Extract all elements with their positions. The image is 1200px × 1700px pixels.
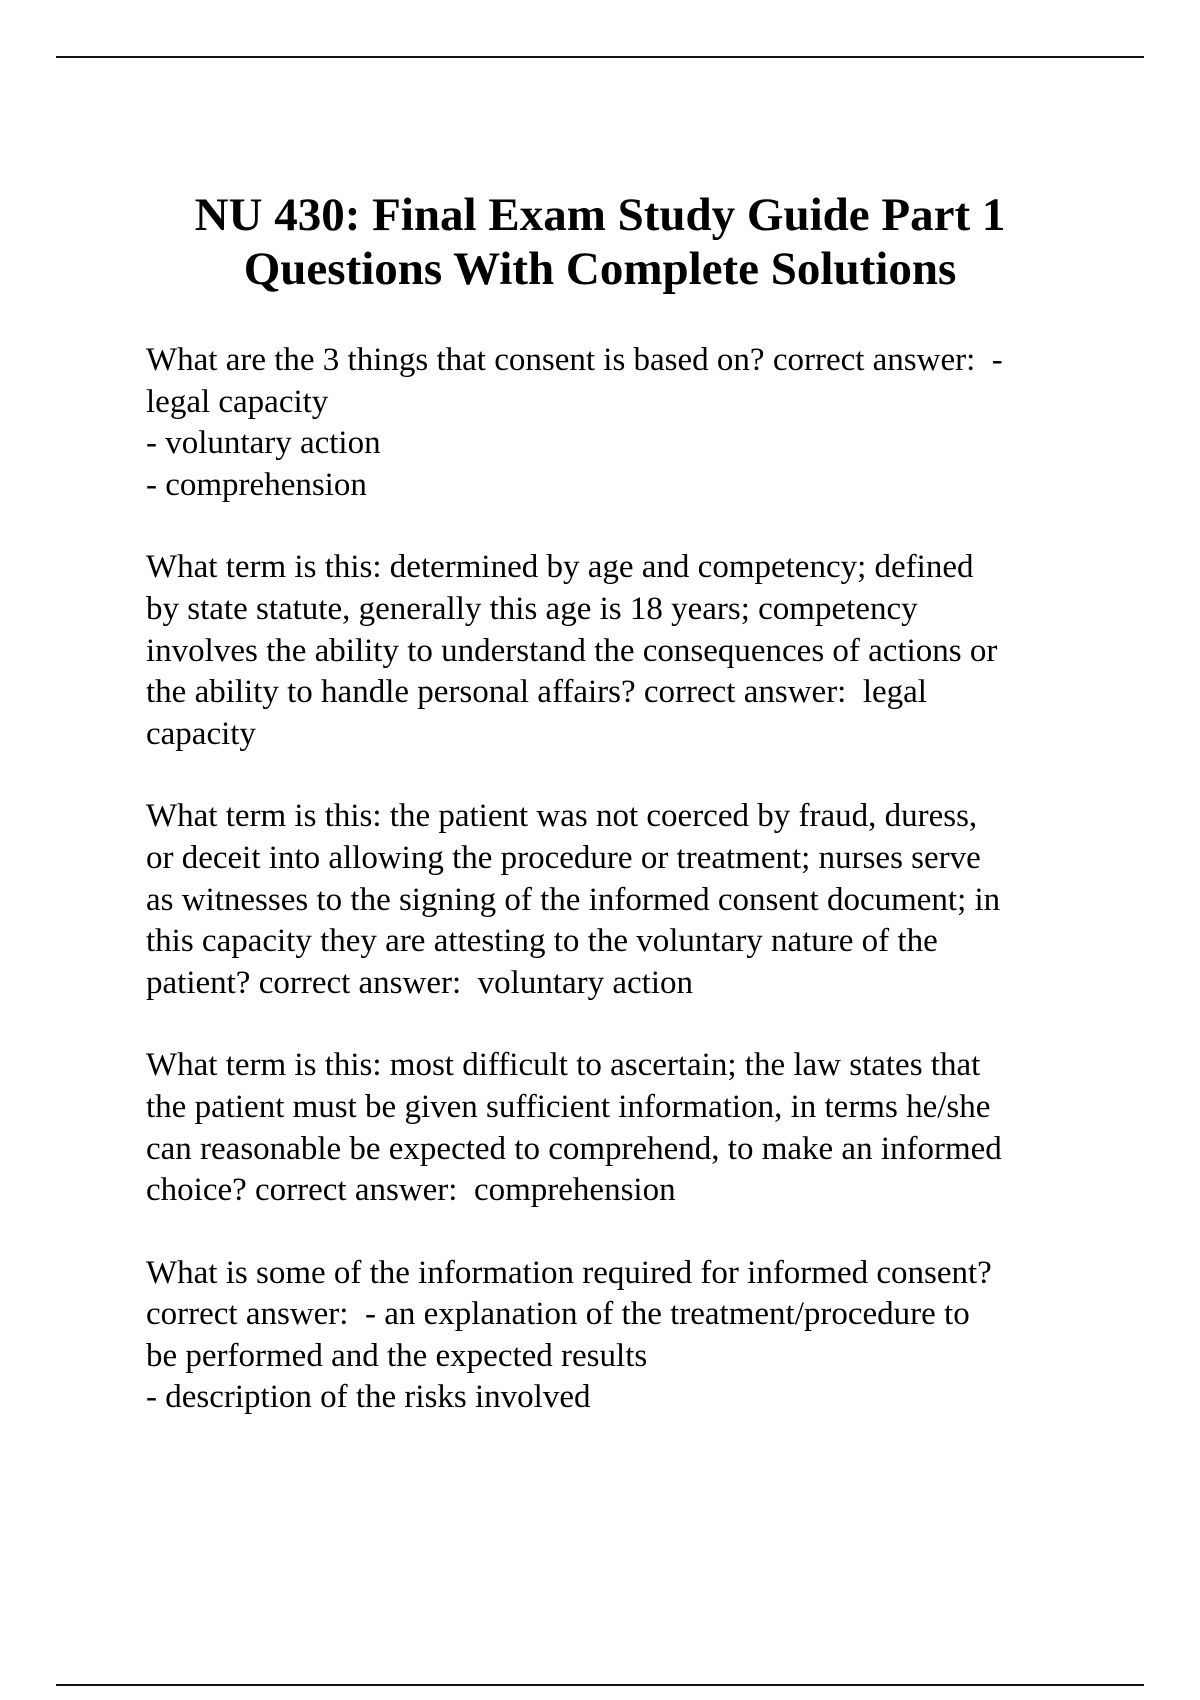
qa-line: - comprehension bbox=[146, 466, 367, 503]
qa-line: What is some of the information required for informed consent? bbox=[146, 1254, 992, 1291]
qa-item-comprehension bbox=[146, 1045, 1106, 1211]
qa-line: can reasonable be expected to comprehend, to make an informed bbox=[146, 1130, 1002, 1167]
qa-line: the ability to handle personal affairs? correct answer: legal bbox=[146, 674, 927, 711]
qa-line: - voluntary action bbox=[146, 425, 381, 462]
qa-item-informed-consent-info bbox=[146, 1253, 1106, 1419]
qa-line: What term is this: most difficult to ascertain; the law states that bbox=[146, 1047, 981, 1084]
qa-item-consent-basis bbox=[146, 340, 1106, 506]
qa-item-voluntary-action bbox=[146, 796, 1106, 1004]
qa-line: patient? correct answer: voluntary action bbox=[146, 964, 694, 1001]
qa-line: as witnesses to the signing of the informed consent document; in bbox=[146, 881, 1001, 918]
top-rule bbox=[56, 56, 1144, 58]
bottom-rule bbox=[56, 1684, 1144, 1686]
qa-line: legal capacity bbox=[146, 383, 329, 420]
qa-line: the patient must be given sufficient information, in terms he/she bbox=[146, 1088, 991, 1125]
qa-line: correct answer: - an explanation of the treatment/procedure to bbox=[146, 1296, 970, 1333]
qa-list bbox=[146, 340, 1106, 1460]
title-line-1: NU 430: Final Exam Study Guide Part 1 bbox=[194, 189, 1006, 241]
title-line-2: Questions With Complete Solutions bbox=[243, 243, 957, 295]
qa-line: - description of the risks involved bbox=[146, 1379, 591, 1416]
qa-line: What term is this: determined by age and competency; defined bbox=[146, 549, 974, 586]
qa-line: choice? correct answer: comprehension bbox=[146, 1172, 676, 1209]
qa-line: or deceit into allowing the procedure or treatment; nurses serve bbox=[146, 839, 981, 876]
qa-line: capacity bbox=[146, 715, 256, 752]
qa-line: What term is this: the patient was not coerced by fraud, duress, bbox=[146, 798, 978, 835]
qa-line: by state statute, generally this age is 18 years; competency bbox=[146, 590, 918, 627]
document-title bbox=[100, 188, 1100, 296]
qa-item-legal-capacity bbox=[146, 547, 1106, 755]
qa-line: this capacity they are attesting to the voluntary nature of the bbox=[146, 923, 938, 960]
qa-line: involves the ability to understand the consequences of actions or bbox=[146, 632, 998, 669]
qa-line: be performed and the expected results bbox=[146, 1337, 648, 1374]
qa-line: What are the 3 things that consent is based on? correct answer: - bbox=[146, 342, 1003, 378]
